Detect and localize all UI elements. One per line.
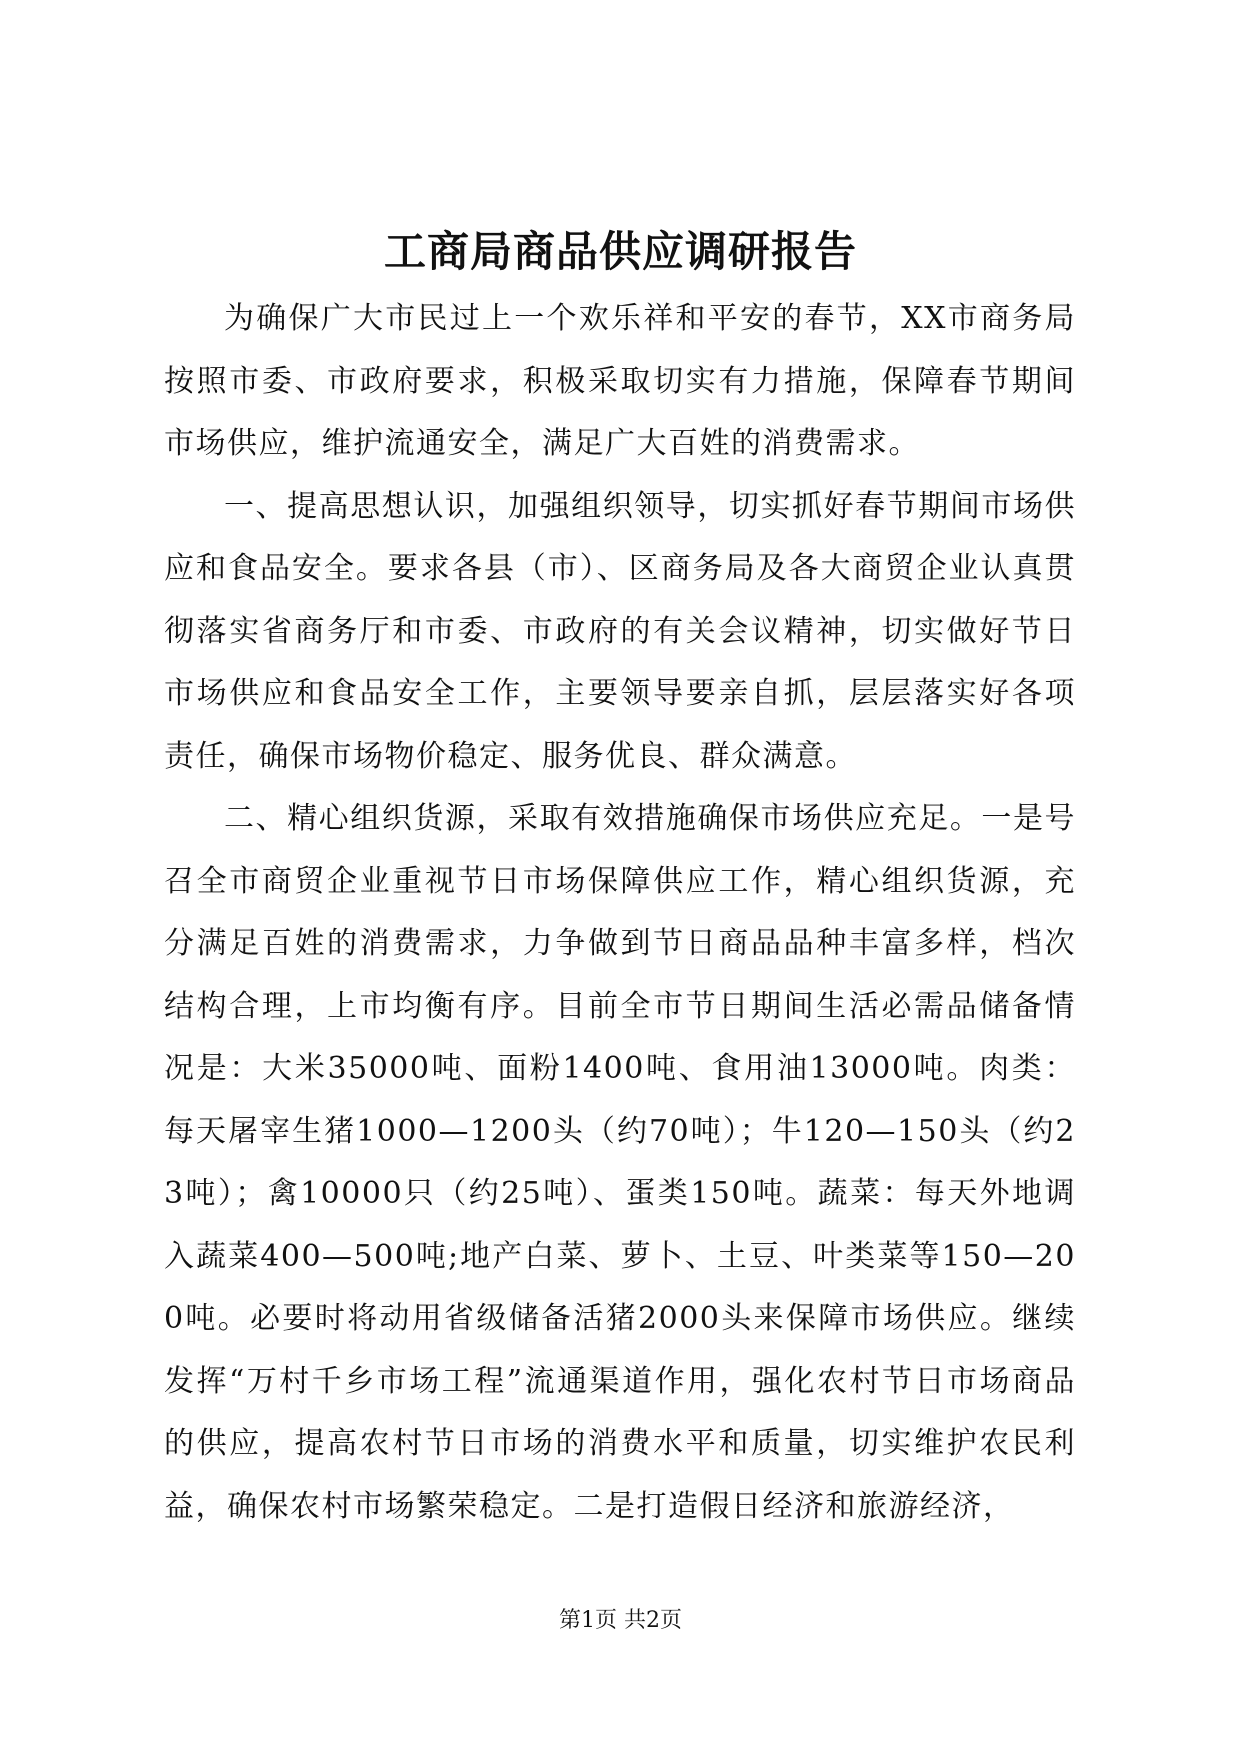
paragraph-intro: 为确保广大市民过上一个欢乐祥和平安的春节，XX市商务局按照市委、市政府要求，积极采取切实有力措施，保障春节期间市场供应，维护流通安全，满足广大百姓的消费需求。 xyxy=(164,301,1076,461)
page-number-footer: 第1页 共2页 xyxy=(559,1608,682,1633)
document-body xyxy=(164,288,1076,1538)
paragraph-section-two: 二、精心组织货源，采取有效措施确保市场供应充足。一是号召全市商贸企业重视节日市场保障供应工作，精心组织货源，充分满足百姓的消费需求，力争做到节日商品品种丰富多样，档次结构合理，上市均衡有序。目前全市节日期间生活必需品储备情况是：大米35000吨、面粉1400吨、食用油13000吨。肉类：每天屠宰生猪1000—1200头（约70吨）；牛120—150头（约23吨）；禽10000只（约25吨）、蛋类150吨。蔬菜：每天外地调入蔬菜400—500吨;地产白菜、萝卜、土豆、叶类菜等150—200吨。必要时将动用省级储备活猪2000头来保障市场供应。继续发挥“万村千乡市场工程”流通渠道作用，强化农村节日市场商品的供应，提高农村节日市场的消费水平和质量，切实维护农民利益，确保农村市场繁荣稳定。二是打造假日经济和旅游经济， xyxy=(164,801,1076,1524)
paragraph-section-one: 一、提高思想认识，加强组织领导，切实抓好春节期间市场供应和食品安全。要求各县（市）、区商务局及各大商贸企业认真贯彻落实省商务厅和市委、市政府的有关会议精神，切实做好节日市场供应和食品安全工作，主要领导要亲自抓，层层落实好各项责任，确保市场物价稳定、服务优良、群众满意。 xyxy=(164,488,1076,774)
document-title: 工商局商品供应调研报告 xyxy=(383,227,857,276)
